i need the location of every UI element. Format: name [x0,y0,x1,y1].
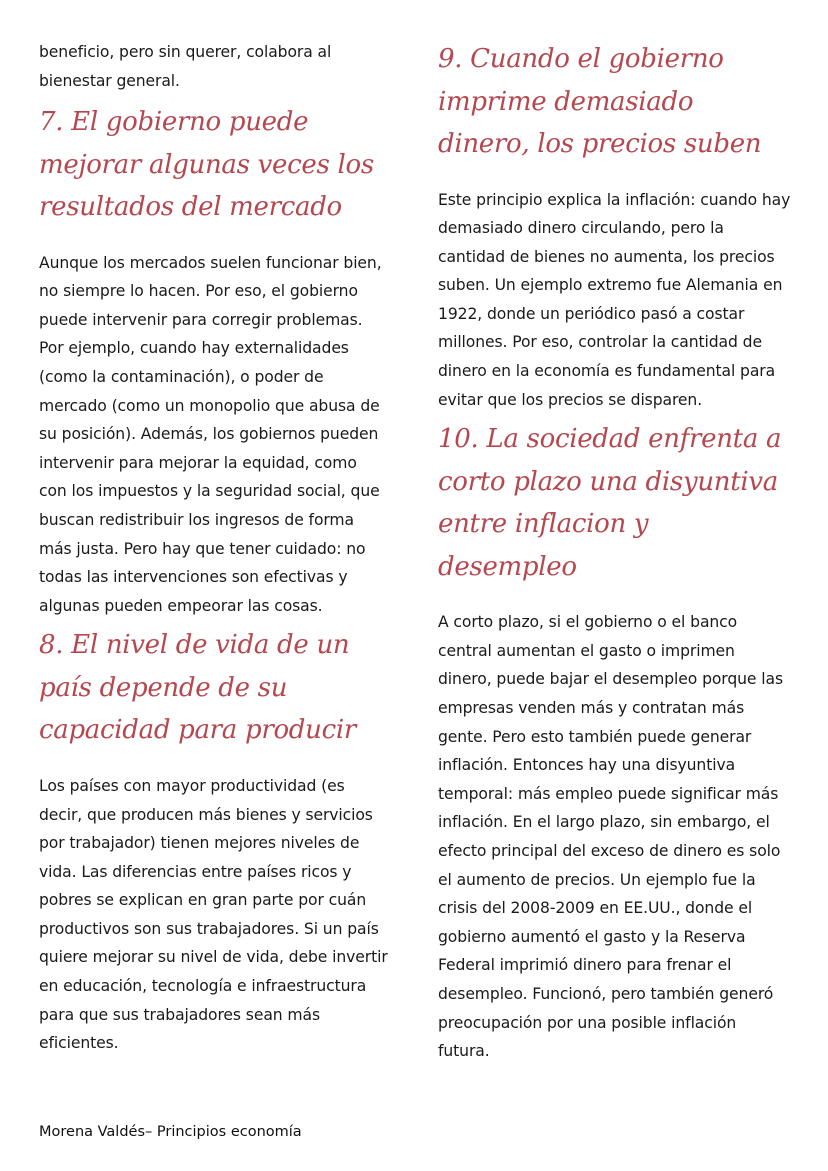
intro-paragraph: beneficio, pero sin querer, colabora al bienestar general. [39,43,332,90]
page-footer: Morena Valdés– Principios economía [39,1124,302,1140]
section-9-body: Este principio explica la inflación: cuando hay demasiado dinero circulando, pero la cantidad de bienes no aumenta, los precios suben. Un ejemplo extremo fue Alemania en 1922, donde un periódico pasó a costar millones. Por eso, controlar la cantidad de dinero en la economía es fundamental para evitar que los precios se disparen. [438,190,791,409]
right-column [438,38,792,1066]
section-10-heading: 10. La sociedad enfrenta a corto plazo una disyuntiva entre inflacion y desempleo [438,424,782,582]
section-8-body: Los países con mayor productividad (es decir, que producen más bienes y servicios por trabajador) tienen mejores niveles de vida. Las diferencias entre países ricos y pobres se explican en gran parte por cuán productivos son sus trabajadores. Si un país quiere mejorar su nivel de vida, debe invertir en educación, tecnología e infraestructura para que sus trabajadores sean más eficientes. [39,776,388,1053]
left-column [39,38,389,1058]
section-7-heading: 7. El gobierno puede mejorar algunas veces los resultados del mercado [39,107,374,223]
section-8-heading: 8. El nivel de vida de un país depende de su capacidad para producir [39,630,356,746]
section-9-heading: 9. Cuando el gobierno imprime demasiado dinero, los precios suben [438,44,762,159]
section-10-body: A corto plazo, si el gobierno o el banco central aumentan el gasto o imprimen dinero, puede bajar el desempleo porque las empresas venden más y contratan más gente. Pero esto también puede generar inflación. Entonces hay una disyuntiva temporal: más empleo puede significar más inflación. En el largo plazo, sin embargo, el efecto principal del exceso de dinero es solo el aumento de precios. Un ejemplo fue la crisis del 2008-2009 en EE.UU., donde el gobierno aumentó el gasto y la Reserva Federal imprimió dinero para frenar el desempleo. Funcionó, pero también generó preocupación por una posible inflación futura. [438,613,783,1061]
section-7-body: Aunque los mercados suelen funcionar bien, no siempre lo hacen. Por eso, el gobierno puede intervenir para corregir problemas. Por ejemplo, cuando hay externalidades (como la contaminación), o poder de mercado (como un monopolio que abusa de su posición). Además, los gobiernos pueden intervenir para mejorar la equidad, como con los impuestos y la seguridad social, que buscan redistribuir los ingresos de forma más justa. Pero hay que tener cuidado: no todas las intervenciones son efectivas y algunas pueden empeorar las cosas. [39,253,382,615]
